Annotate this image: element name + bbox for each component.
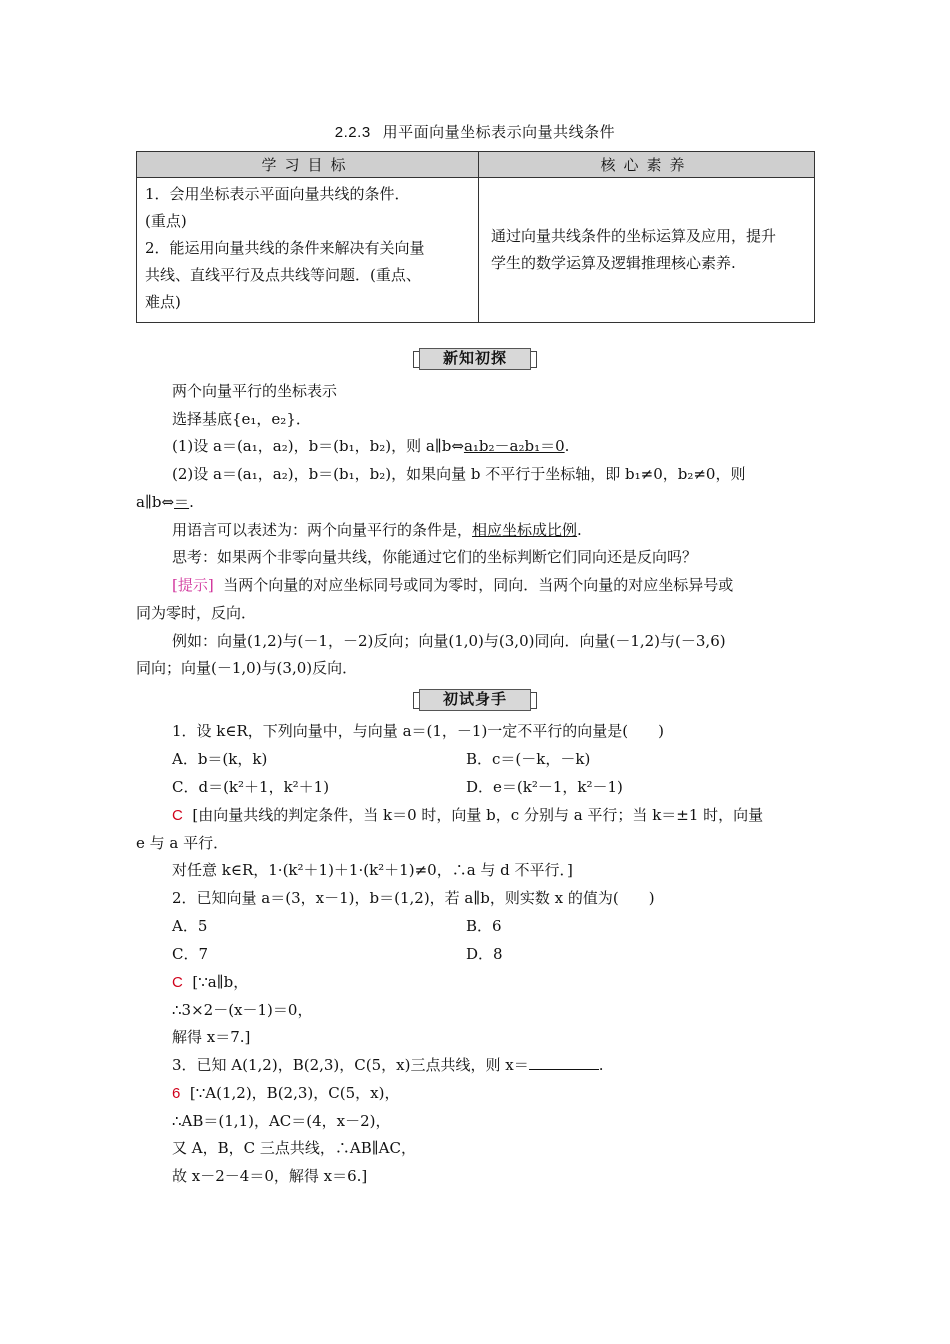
q2-option-a: A．5: [172, 917, 208, 935]
q1-explanation-text: [由向量共线的判定条件，当 k＝0 时，向量 b，c 分别与 a 平行；当 k＝±1 时，向量: [192, 806, 764, 824]
q3-stem-end: .: [598, 1056, 604, 1074]
question-2-stem: 2．已知向量 a＝(3，x－1)，b＝(1,2)，若 a∥b，则实数 x 的值为( ): [172, 889, 655, 907]
q1-option-d: D．e＝(k²－1，k²－1): [466, 778, 623, 796]
rule-2-text: a∥b⇔: [136, 493, 175, 511]
think-question: 思考：如果两个非零向量共线，你能通过它们的坐标判断它们同向还是反向吗？: [172, 548, 698, 566]
learning-goals-table: [136, 151, 815, 323]
lesson-title: [0, 121, 950, 142]
language-answer: 相应坐标成比例: [472, 521, 578, 539]
language-prefix: 用语言可以表述为：两个向量平行的条件是，: [172, 521, 473, 539]
q2-explanation-text: [∵a∥b，: [192, 973, 249, 991]
rule-1-text: (1)设 a＝(a₁，a₂)，b＝(b₁，b₂)，则 a∥b⇔: [172, 437, 464, 455]
banner-label: 新知初探: [442, 349, 507, 367]
q3-explanation-step2: 又 A，B，C 三点共线，∴AB∥AC，: [172, 1139, 416, 1157]
example-line-cont: 同向；向量(－1,0)与(3,0)反向．: [136, 659, 358, 677]
q1-option-c: C．d＝(k²＋1，k²＋1): [172, 778, 330, 796]
goal-line: (重点): [145, 212, 187, 230]
q2-explanation-step: ∴3×2－(x－1)＝0，: [172, 1001, 313, 1019]
banner-label: 初试身手: [442, 690, 507, 708]
parallel-rule-1: [172, 436, 569, 456]
example-line: 例如：向量(1,2)与(－1，－2)反向；向量(1,0)与(3,0)同向．向量(－1,2)与(－3,6): [172, 632, 726, 650]
q3-explanation: [172, 1083, 399, 1104]
literacy-line: 通过向量共线条件的坐标运算及应用，提升: [491, 227, 777, 245]
q3-explanation-step1: ∴AB＝(1,1)，AC＝(4，x－2)，: [172, 1112, 391, 1130]
goals-cell: [137, 178, 479, 323]
literacy-line: 学生的数学运算及逻辑推理核心素养.: [491, 254, 736, 272]
parallel-rule-2: (2)设 a＝(a₁，a₂)，b＝(b₁，b₂)，如果向量 b 不平行于坐标轴，即 b₁≠0，b₂≠0，则: [172, 465, 746, 483]
question-1-stem: 1．设 k∈R，下列向量中，与向量 a＝(1，－1)一定不平行的向量是( ): [172, 722, 665, 740]
rule-1-answer: a₁b₂－a₂b₁＝0: [463, 437, 565, 455]
literacy-cell: [479, 178, 815, 323]
section-banner-first-try: [413, 689, 537, 713]
q3-answer: 6: [172, 1085, 181, 1102]
q1-option-b: B．c＝(－k，－k): [466, 750, 591, 768]
q1-option-a: A．b＝(k，k): [172, 750, 268, 768]
q2-answer: C: [172, 974, 183, 991]
parallel-rule-2-cont: [136, 492, 194, 512]
q2-option-d: D．8: [466, 945, 503, 963]
hint-line-cont: 同为零时，反向．: [136, 604, 257, 622]
goals-header: 学习目标: [137, 152, 479, 178]
literacy-header: 核心素养: [479, 152, 815, 178]
q1-answer: C: [172, 807, 183, 824]
q3-explanation-end: 故 x－2－4＝0，解得 x＝6.]: [172, 1167, 368, 1185]
hint-line: [172, 575, 733, 595]
goal-line: 难点): [145, 293, 181, 311]
hint-tag: [提示]: [172, 576, 214, 594]
q2-explanation-end: 解得 x＝7.]: [172, 1028, 251, 1046]
q3-stem-text: 3．已知 A(1,2)，B(2,3)，C(5，x)三点共线，则 x＝: [172, 1056, 529, 1074]
goal-line: 共线、直线平行及点共线等问题．(重点、: [145, 266, 421, 284]
lesson-title-text: 用平面向量坐标表示向量共线条件: [382, 123, 616, 141]
q3-explanation-text: [∵A(1,2)，B(2,3)，C(5，x)，: [189, 1084, 400, 1102]
rule-2-end: .: [189, 493, 194, 511]
goal-line: 1．会用坐标表示平面向量共线的条件．: [145, 185, 410, 203]
section-banner-new-knowledge: [413, 348, 537, 372]
q1-explanation: [172, 805, 763, 826]
basis-line: 选择基底{e₁，e₂}．: [172, 410, 311, 428]
q2-option-c: C．7: [172, 945, 209, 963]
section-heading: 两个向量平行的坐标表示: [172, 382, 338, 400]
language-end: .: [577, 521, 582, 539]
lesson-number: 2.2.3: [334, 124, 371, 141]
rule-2-answer: ＝: [174, 493, 190, 511]
question-3-stem: [172, 1055, 603, 1075]
hint-text: 当两个向量的对应坐标同号或同为零时，同向．当两个向量的对应坐标异号或: [223, 576, 734, 594]
q3-answer-blank: [529, 1055, 599, 1070]
goal-line: 2．能运用向量共线的条件来解决有关向量: [145, 239, 425, 257]
q2-option-b: B．6: [466, 917, 502, 935]
q1-explanation-cont: e 与 a 平行．: [136, 834, 229, 852]
q2-explanation: [172, 972, 248, 993]
rule-1-end: .: [564, 437, 570, 455]
language-statement: [172, 520, 582, 540]
q1-explanation-end: 对任意 k∈R，1·(k²＋1)＋1·(k²＋1)≠0，∴a 与 d 不平行．]: [172, 861, 573, 879]
